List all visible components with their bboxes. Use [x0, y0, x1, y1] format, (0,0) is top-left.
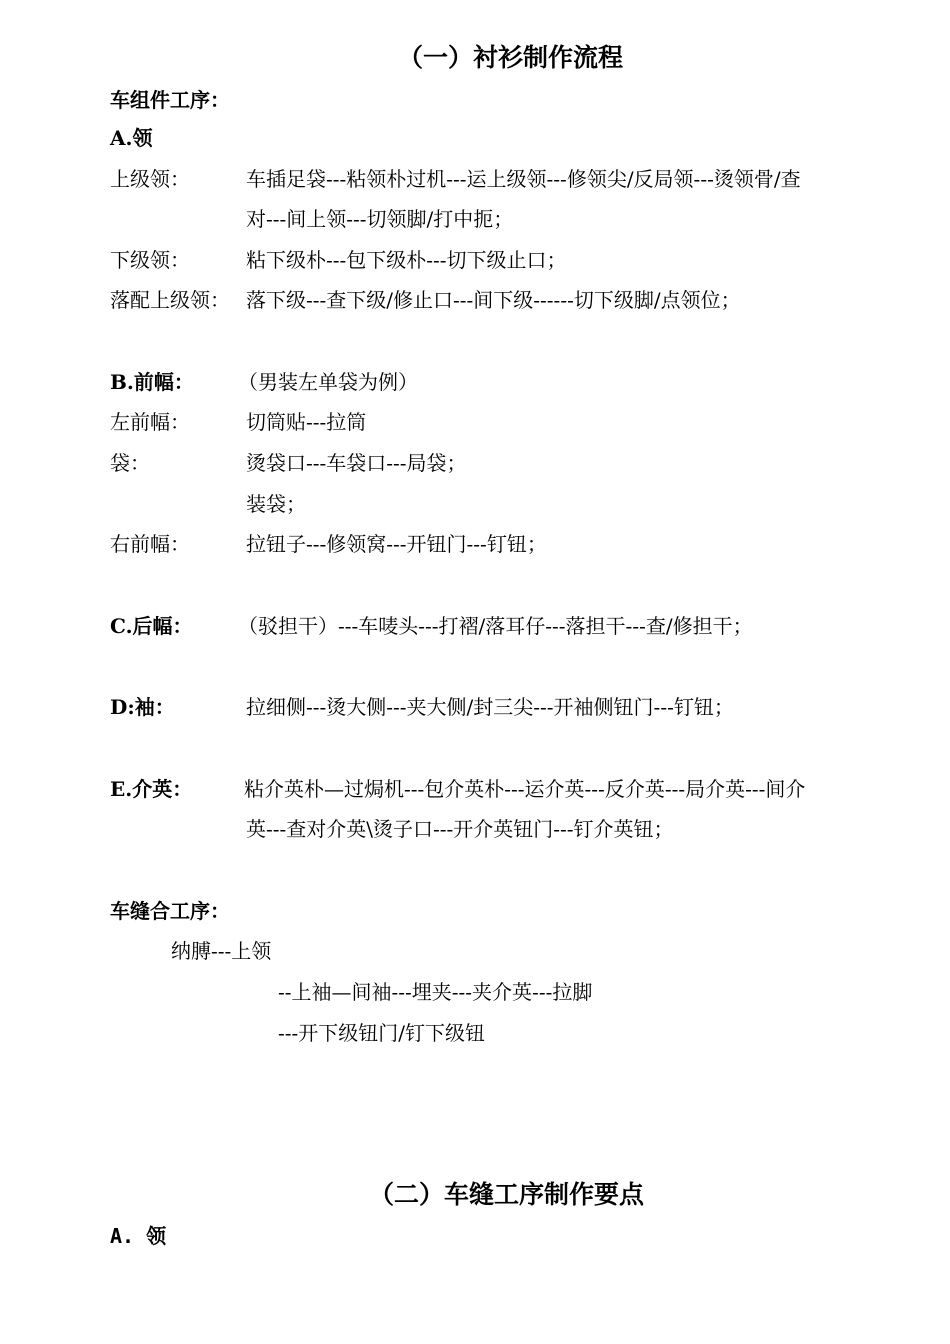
assemble-collar-text: 落下级---查下级/修止口---间下级------切下级脚/点领位；: [246, 288, 741, 312]
cuff-text-1: 粘介英朴—过焗机---包介英朴---运介英---反介英---局介英---间介: [244, 777, 806, 801]
upper-collar-label: 上级领：: [110, 167, 190, 191]
section-components-heading: 车组件工序：: [110, 88, 230, 112]
right-front-text: 拉钮子---修领窝---开钮门---钉钮；: [246, 532, 547, 556]
title-2: （二）车缝工序制作要点: [369, 1180, 645, 1209]
left-front-text: 切筒贴---拉筒: [246, 410, 367, 434]
assemble-collar-label: 落配上级领：: [110, 288, 230, 312]
upper-collar-text-2: 对---间上领---切领脚/打中扼；: [246, 207, 514, 231]
section-sewing-heading: 车缝合工序：: [110, 899, 230, 923]
collar-points-heading: A. 领: [110, 1224, 167, 1248]
cuff-text-2: 英---查对介英\烫子口---开介英钮门---钉介英钮；: [246, 817, 674, 841]
left-front-label: 左前幅：: [110, 410, 190, 434]
lower-collar-text: 粘下级朴---包下级朴---切下级止口；: [246, 248, 567, 272]
lower-collar-label: 下级领：: [110, 248, 190, 272]
sewing-step-2: --上袖—间袖---埋夹---夹介英---拉脚: [278, 980, 593, 1004]
pocket-label: 袋：: [110, 451, 150, 475]
front-note: （男装左单袋为例）: [238, 370, 418, 394]
front-heading: B.前幅：: [110, 370, 194, 394]
back-heading: C.后幅：: [110, 614, 193, 638]
pocket-text: 烫袋口---车袋口---局袋；: [246, 451, 467, 475]
sewing-step-3: ---开下级钮门/钉下级钮: [278, 1021, 486, 1045]
upper-collar-text-1: 车插足袋---粘领朴过机---运上级领---修领尖/反局领---烫领骨/查: [246, 167, 801, 191]
sleeve-text: 拉细侧---烫大侧---夹大侧/封三尖---开袖侧钮门---钉钮；: [246, 695, 734, 719]
back-text: （驳担干）---车唛头---打褶/落耳仔---落担干---查/修担干；: [238, 614, 753, 638]
collar-heading: A.领: [110, 126, 153, 150]
title-1: （一）衬衫制作流程: [398, 43, 624, 72]
right-front-label: 右前幅：: [110, 532, 190, 556]
sewing-step-1: 纳膊---上领: [171, 939, 272, 963]
sleeve-heading: D:袖：: [110, 695, 175, 719]
cuff-heading: E.介英：: [110, 777, 193, 801]
attach-pocket-text: 装袋；: [246, 492, 306, 516]
